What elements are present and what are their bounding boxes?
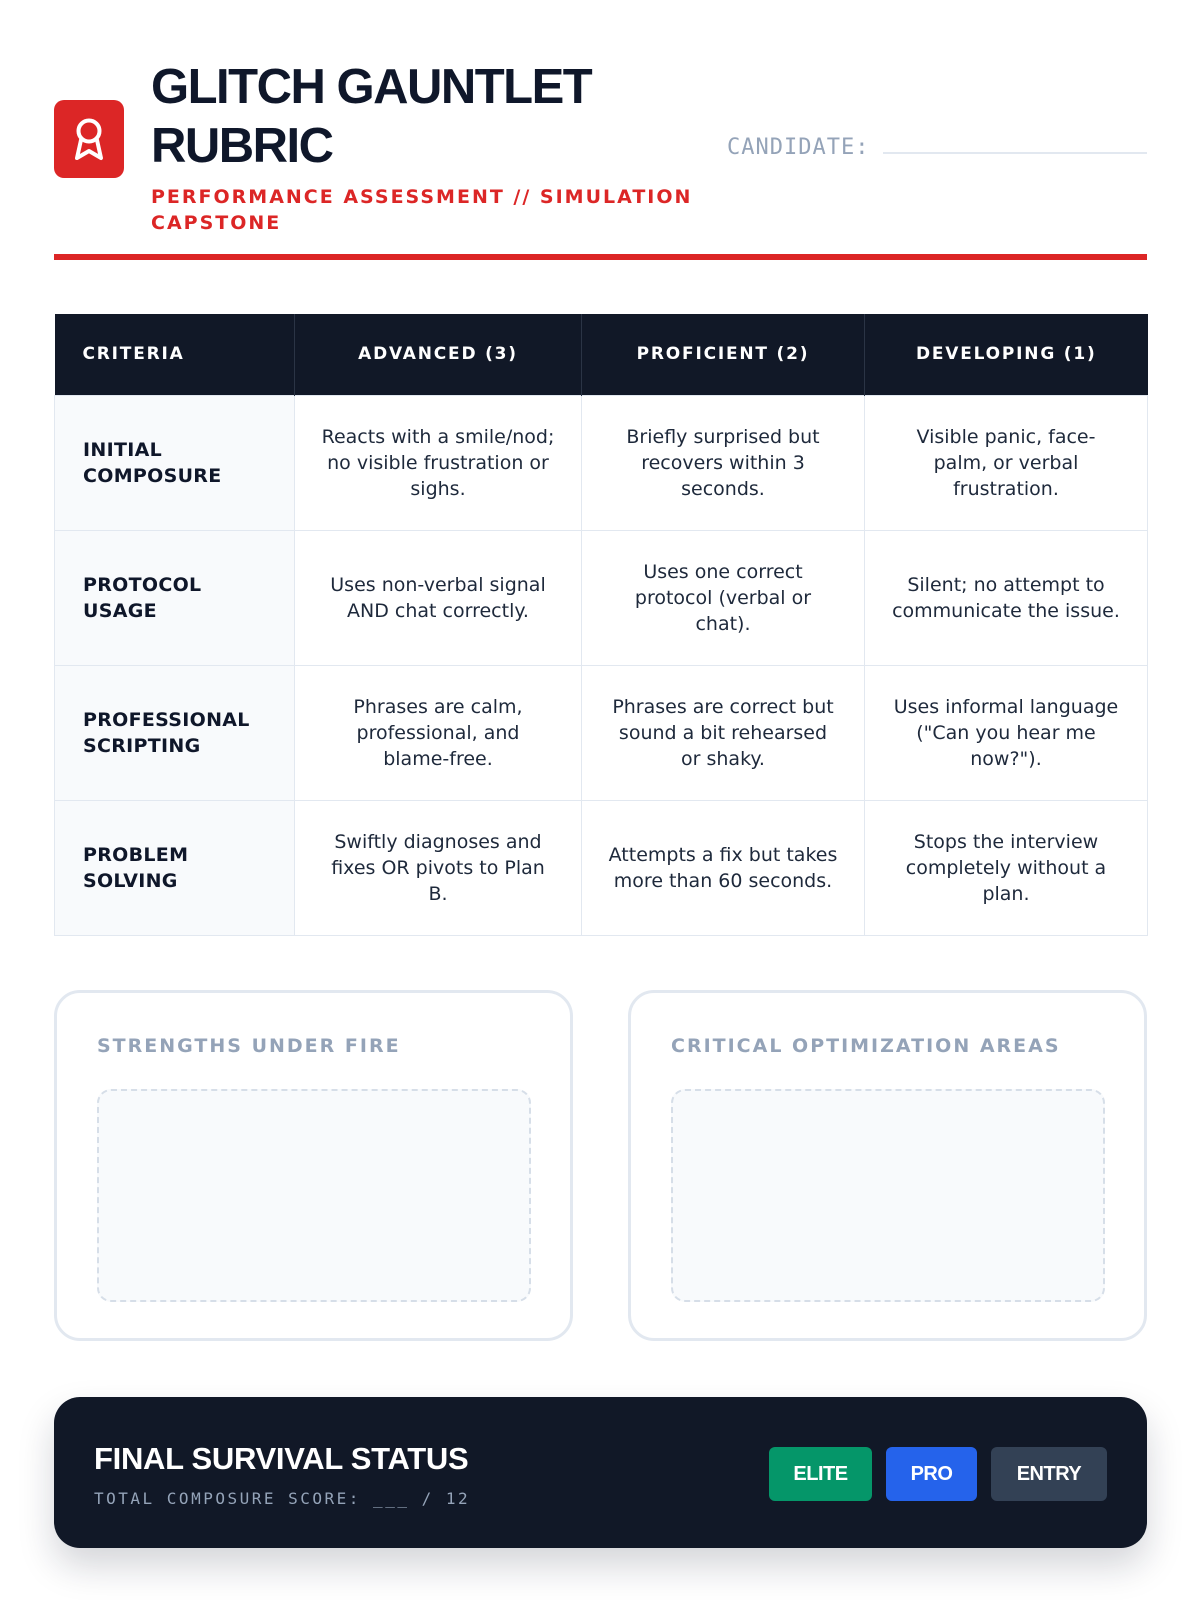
strengths-card [54, 990, 573, 1341]
optimization-title: CRITICAL OPTIMIZATION AREAS [671, 1035, 1061, 1057]
candidate-input-line[interactable] [883, 152, 1147, 154]
header-divider [54, 254, 1147, 260]
column-header-criteria: CRITERIA [55, 314, 295, 395]
tier-pro-button[interactable]: PRO [886, 1447, 977, 1501]
developing-cell[interactable]: Uses informal language ("Can you hear me now?"). [865, 665, 1148, 800]
table-row [55, 800, 1148, 935]
criterion-cell: PROFESSIONAL SCRIPTING [55, 665, 295, 800]
advanced-cell[interactable]: Reacts with a smile/nod; no visible frustration or sighs. [295, 395, 582, 530]
strengths-title: STRENGTHS UNDER FIRE [97, 1035, 401, 1057]
advanced-cell[interactable]: Phrases are calm, professional, and blame-free. [295, 665, 582, 800]
proficient-cell[interactable]: Uses one correct protocol (verbal or chat). [582, 530, 865, 665]
total-score-line: TOTAL COMPOSURE SCORE: ___ / 12 [94, 1489, 471, 1508]
table-row [55, 395, 1148, 530]
advanced-cell[interactable]: Uses non-verbal signal AND chat correctly. [295, 530, 582, 665]
optimization-card [628, 990, 1147, 1341]
strengths-notes-field[interactable] [97, 1089, 531, 1302]
status-title: FINAL SURVIVAL STATUS [94, 1441, 469, 1476]
developing-cell[interactable]: Silent; no attempt to communicate the issue. [865, 530, 1148, 665]
table-header-row [55, 314, 1148, 395]
advanced-cell[interactable]: Swiftly diagnoses and fixes OR pivots to Plan B. [295, 800, 582, 935]
tier-entry-button[interactable]: ENTRY [991, 1447, 1107, 1501]
page-subtitle: PERFORMANCE ASSESSMENT // SIMULATION CAPSTONE [151, 186, 693, 234]
title-block [151, 58, 711, 236]
candidate-field[interactable] [727, 124, 1147, 164]
rubric-table [54, 314, 1148, 936]
criterion-cell: PROTOCOL USAGE [55, 530, 295, 665]
developing-cell[interactable]: Visible panic, face-palm, or verbal frustration. [865, 395, 1148, 530]
column-header-proficient: PROFICIENT (2) [582, 314, 865, 395]
proficient-cell[interactable]: Briefly surprised but recovers within 3 seconds. [582, 395, 865, 530]
developing-cell[interactable]: Stops the interview completely without a plan. [865, 800, 1148, 935]
table-row [55, 530, 1148, 665]
award-ribbon-icon [54, 100, 124, 178]
page-title: GLITCH GAUNTLET RUBRIC [151, 60, 592, 173]
rubric-header [54, 58, 1147, 260]
proficient-cell[interactable]: Phrases are correct but sound a bit rehearsed or shaky. [582, 665, 865, 800]
final-status-bar [54, 1397, 1147, 1548]
criterion-cell: INITIAL COMPOSURE [55, 395, 295, 530]
proficient-cell[interactable]: Attempts a fix but takes more than 60 seconds. [582, 800, 865, 935]
tier-elite-button[interactable]: ELITE [769, 1447, 872, 1501]
column-header-advanced: ADVANCED (3) [295, 314, 582, 395]
criterion-cell: PROBLEM SOLVING [55, 800, 295, 935]
candidate-label: CANDIDATE: [727, 135, 870, 160]
column-header-developing: DEVELOPING (1) [865, 314, 1148, 395]
table-row [55, 665, 1148, 800]
optimization-notes-field[interactable] [671, 1089, 1105, 1302]
tier-options [769, 1447, 1107, 1501]
